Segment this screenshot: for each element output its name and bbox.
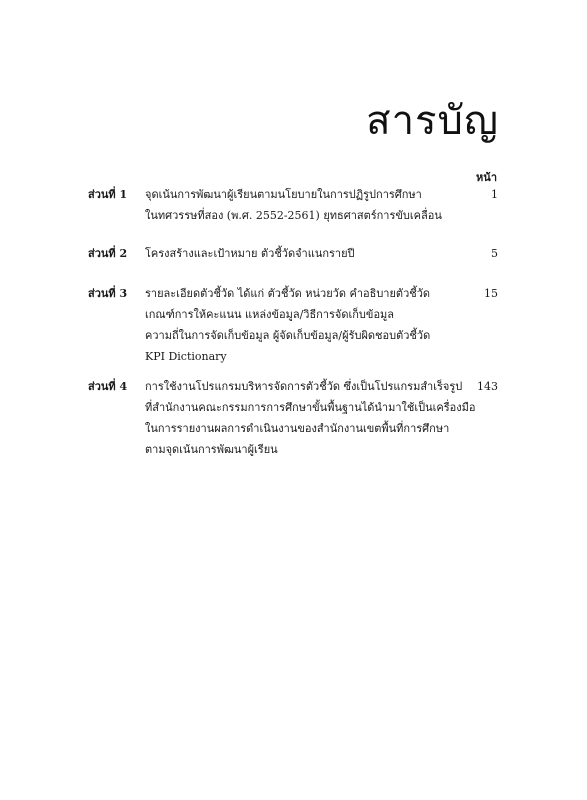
entry-line: การใช้งานโปรแกรมบริหารจัดการตัวชี้วัด ซึ่งเป็นโปรแกรมสำเร็จรูป [145,380,463,393]
entry-description [145,184,455,226]
entry-line: เกณฑ์การให้คะแนน แหล่งข้อมูล/วิธีการจัดเก็บข้อมูล [145,308,395,321]
entry-description [145,376,476,460]
section-label: ส่วนที่ 4 [88,380,128,393]
entry-line: ความถี่ในการจัดเก็บข้อมูล ผู้จัดเก็บข้อมูล/ผู้รับผิดชอบตัวชี้วัด [145,329,431,342]
page-number: 1 [491,188,498,201]
entry-line: ที่สำนักงานคณะกรรมการการศึกษาขั้นพื้นฐานได้นำมาใช้เป็นเครื่องมือ [145,401,476,414]
section-label: ส่วนที่ 1 [88,188,128,201]
entry-description [145,283,455,367]
page-number: 143 [477,380,498,393]
section-label: ส่วนที่ 2 [88,247,128,260]
entry-line: รายละเอียดตัวชี้วัด ได้แก่ ตัวชี้วัด หน่วยวัด คำอธิบายตัวชี้วัด [145,287,431,300]
entry-line: ในการรายงานผลการดำเนินงานของสำนักงานเขตพื้นที่การศึกษา [145,422,450,435]
entry-line: ในทศวรรษที่สอง (พ.ศ. 2552-2561) ยุทธศาสตร์การขับเคลื่อน [145,209,442,222]
page-number: 15 [484,287,498,300]
entry-line: โครงสร้างและเป้าหมาย ตัวชี้วัดจำแนกรายปี [145,247,355,260]
entry-line: ตามจุดเน้นการพัฒนาผู้เรียน [145,443,278,456]
page-title: สารบัญ [366,98,499,144]
page-number: 5 [491,247,498,260]
section-label: ส่วนที่ 3 [88,287,128,300]
entry-line: จุดเน้นการพัฒนาผู้เรียนตามนโยบายในการปฏิรูปการศึกษา [145,188,422,201]
entry-description [145,243,455,264]
entry-line: KPI Dictionary [145,350,227,363]
page-column-header: หน้า [476,171,497,184]
